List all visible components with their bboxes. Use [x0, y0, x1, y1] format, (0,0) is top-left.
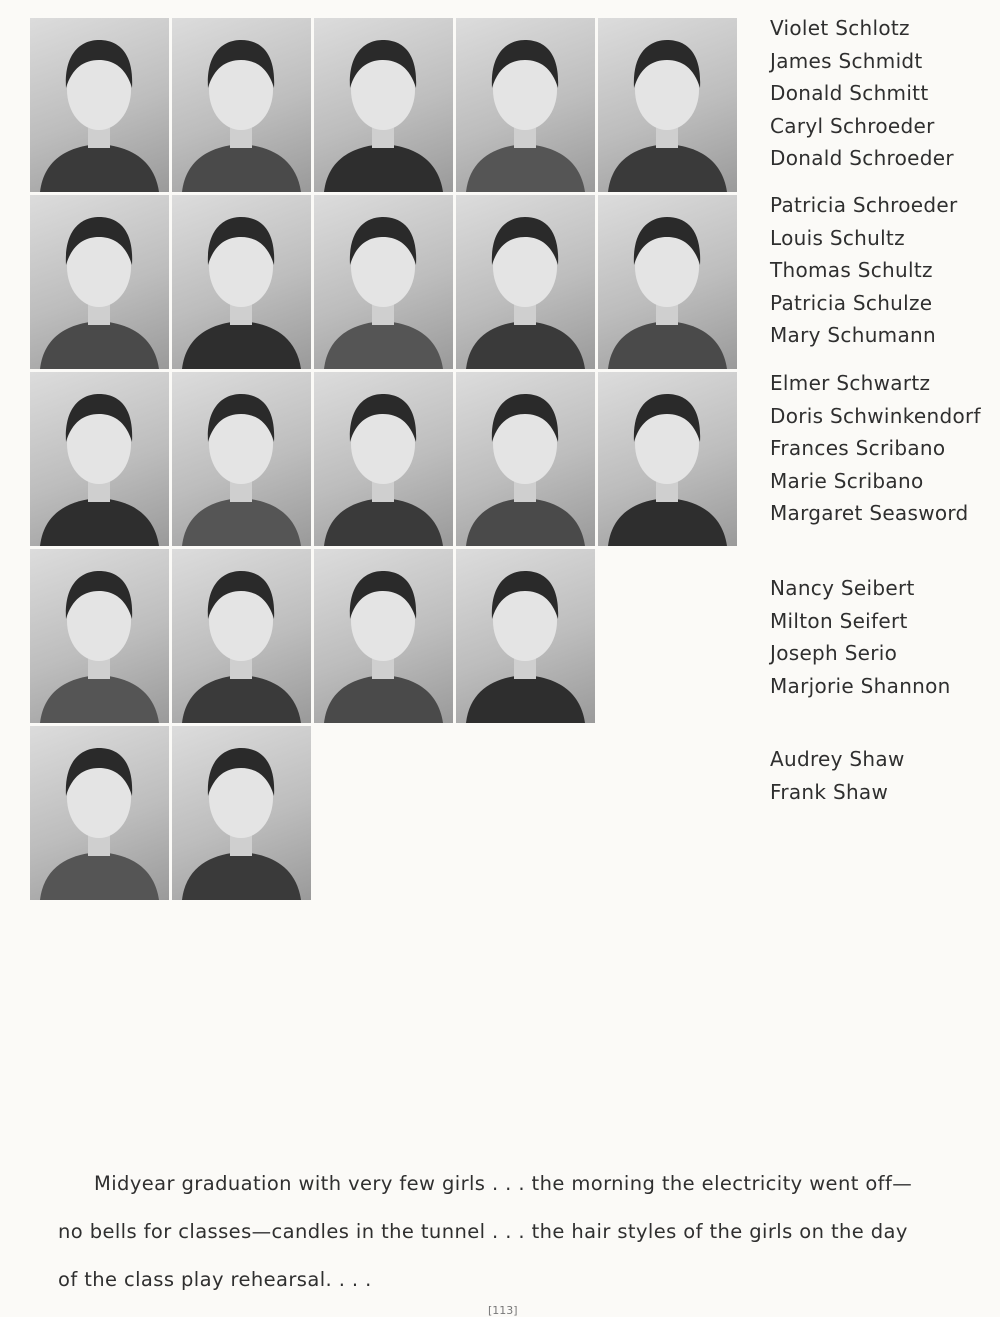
name-thomas-schultz: Thomas Schultz — [770, 258, 933, 282]
caption-line-3: of the class play rehearsal. . . . — [58, 1268, 372, 1291]
name-group-row-4 — [770, 572, 951, 702]
portrait-grid — [30, 18, 740, 903]
name-patricia-schulze: Patricia Schulze — [770, 290, 933, 315]
name-frances-scribano: Frances Scribano — [770, 436, 946, 460]
caption-line-2: no bells for classes—candles in the tunnel . . . the hair styles of the girls on the day — [58, 1220, 908, 1243]
portrait-row-3 — [30, 372, 740, 546]
portrait-caryl-schroeder — [456, 18, 595, 192]
portrait-louis-schultz — [172, 195, 311, 369]
name-doris-schwinkendorf: Doris Schwinkendorf — [770, 403, 981, 428]
name-nancy-seibert: Nancy Seibert — [770, 576, 915, 600]
name-frank-shaw: Frank Shaw — [770, 779, 889, 804]
name-milton-seifert: Milton Seifert — [770, 608, 908, 633]
name-joseph-serio: Joseph Serio — [770, 641, 898, 665]
name-james-schmidt: James Schmidt — [770, 48, 923, 73]
name-louis-schultz: Louis Schultz — [770, 225, 905, 250]
caption-text — [58, 1164, 938, 1308]
caption-line-1: Midyear graduation with very few girls . . . the morning the electricity went off— — [94, 1172, 913, 1195]
name-donald-schmitt: Donald Schmitt — [770, 81, 929, 105]
portrait-patricia-schulze — [456, 195, 595, 369]
portrait-row-4 — [30, 549, 740, 723]
portrait-joseph-serio — [314, 549, 453, 723]
portrait-audrey-shaw — [30, 726, 169, 900]
portrait-donald-schmitt — [314, 18, 453, 192]
name-group-row-5 — [770, 743, 905, 808]
portrait-frank-shaw — [172, 726, 311, 900]
portrait-elmer-schwartz — [30, 372, 169, 546]
name-elmer-schwartz: Elmer Schwartz — [770, 371, 931, 395]
portrait-patricia-schroeder — [30, 195, 169, 369]
name-marie-scribano: Marie Scribano — [770, 468, 924, 493]
portrait-violet-schlotz — [30, 18, 169, 192]
portrait-doris-schwinkendorf — [172, 372, 311, 546]
portrait-marjorie-shannon — [456, 549, 595, 723]
portrait-thomas-schultz — [314, 195, 453, 369]
name-mary-schumann: Mary Schumann — [770, 323, 936, 347]
portrait-donald-schroeder — [598, 18, 737, 192]
name-audrey-shaw: Audrey Shaw — [770, 747, 905, 771]
portrait-marie-scribano — [456, 372, 595, 546]
portrait-row-5 — [30, 726, 740, 900]
portrait-frances-scribano — [314, 372, 453, 546]
name-group-row-3 — [770, 367, 981, 530]
page-number: [113] — [488, 1304, 518, 1317]
portrait-row-2 — [30, 195, 740, 369]
portrait-mary-schumann — [598, 195, 737, 369]
name-patricia-schroeder: Patricia Schroeder — [770, 193, 958, 217]
name-violet-schlotz: Violet Schlotz — [770, 16, 910, 40]
name-group-row-1 — [770, 12, 954, 175]
name-margaret-seasword: Margaret Seasword — [770, 501, 969, 525]
name-caryl-schroeder: Caryl Schroeder — [770, 113, 935, 138]
name-group-row-2 — [770, 189, 958, 352]
portrait-row-1 — [30, 18, 740, 192]
name-donald-schroeder: Donald Schroeder — [770, 146, 954, 170]
portrait-james-schmidt — [172, 18, 311, 192]
portrait-nancy-seibert — [30, 549, 169, 723]
name-marjorie-shannon: Marjorie Shannon — [770, 673, 951, 698]
portrait-margaret-seasword — [598, 372, 737, 546]
portrait-milton-seifert — [172, 549, 311, 723]
